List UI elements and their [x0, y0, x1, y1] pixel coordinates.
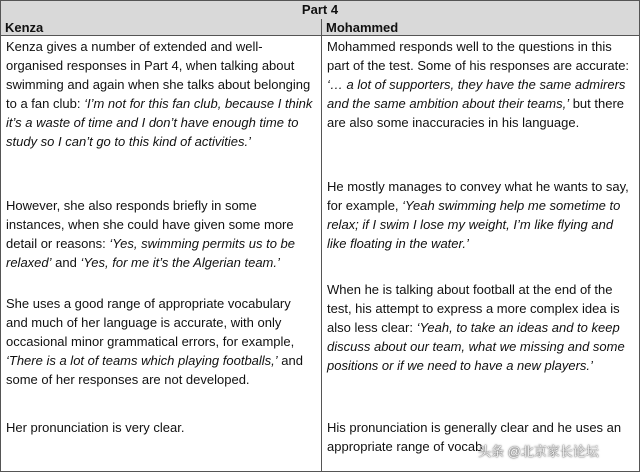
kenza-comment-2 — [6, 196, 316, 272]
mohammed-comment-1-text: Mohammed responds well to the questions in this part of the test. Some of his responses are accurate: — [327, 39, 630, 73]
mohammed-comment-3-quote: ‘Yeah, to take an ideas and to keep discuss about our team, what we missing and some positions or if we need to have a new players.’ — [327, 320, 625, 373]
mohammed-comment-1-tail: but there are also some inaccuracies in his language. — [327, 96, 625, 130]
mohammed-comment-2 — [327, 177, 635, 253]
mohammed-comment-4: His pronunciation is generally clear and he uses an appropriate range of vocab — [327, 420, 622, 454]
kenza-comment-3-text: She uses a good range of appropriate vocabulary and much of her language is accurate, with only occasional minor grammatical errors, for example, — [6, 296, 295, 349]
kenza-comment-1-quote: ‘I’m not for this fan club, because I think it’s a waste of time and I don’t have enough time to study so I can’t go to this kind of activities.’ — [6, 96, 313, 149]
kenza-comment-3-quote: ‘There is a lot of teams which playing footballs,’ — [6, 353, 278, 368]
kenza-comment-3-tail: and some of her responses are not developed. — [6, 353, 303, 387]
kenza-comment-1 — [6, 37, 316, 151]
mohammed-comment-2-text: He mostly manages to convey what he wants to say, for example, — [327, 179, 629, 213]
mohammed-comment-1 — [327, 37, 635, 132]
column-header-kenza: Kenza — [1, 19, 321, 36]
column-header-mohammed: Mohammed — [322, 19, 639, 36]
mohammed-comment-3 — [327, 280, 635, 375]
kenza-comment-2-quote-2: ‘Yes, for me it’s the Algerian team.’ — [80, 255, 280, 270]
mohammed-comment-3-text: When he is talking about football at the end of the test, his attempt to express a more complex idea is also less clear: — [327, 282, 620, 335]
kenza-comment-2-joiner: and — [51, 255, 81, 270]
watermark: 头条 @北京家长论坛 — [478, 444, 599, 459]
kenza-comment-3 — [6, 294, 316, 389]
mohammed-comment-2-quote: ‘Yeah swimming help me sometime to relax; if I swim I lose my weight, I’m like flying and like floating in the water.’ — [327, 198, 621, 251]
column-divider — [321, 19, 322, 471]
table-title: Part 4 — [0, 0, 640, 20]
mohammed-comment-1-quote: ‘… a lot of supporters, they have the same admirers and the same ambition about their teams,’ — [327, 77, 626, 111]
kenza-comment-2-text: However, she also responds briefly in some instances, when she could have given some more detail or reasons: — [6, 198, 294, 251]
kenza-comment-2-quote-1: ‘Yes, swimming permits us to be relaxed’ — [6, 236, 296, 270]
kenza-comment-4: Her pronunciation is very clear. — [6, 420, 185, 435]
kenza-comment-1-text: Kenza gives a number of extended and well-organised responses in Part 4, when talking about swimming and again when she talks about belonging to a fan club: — [6, 39, 311, 111]
comparison-grid — [0, 19, 640, 472]
